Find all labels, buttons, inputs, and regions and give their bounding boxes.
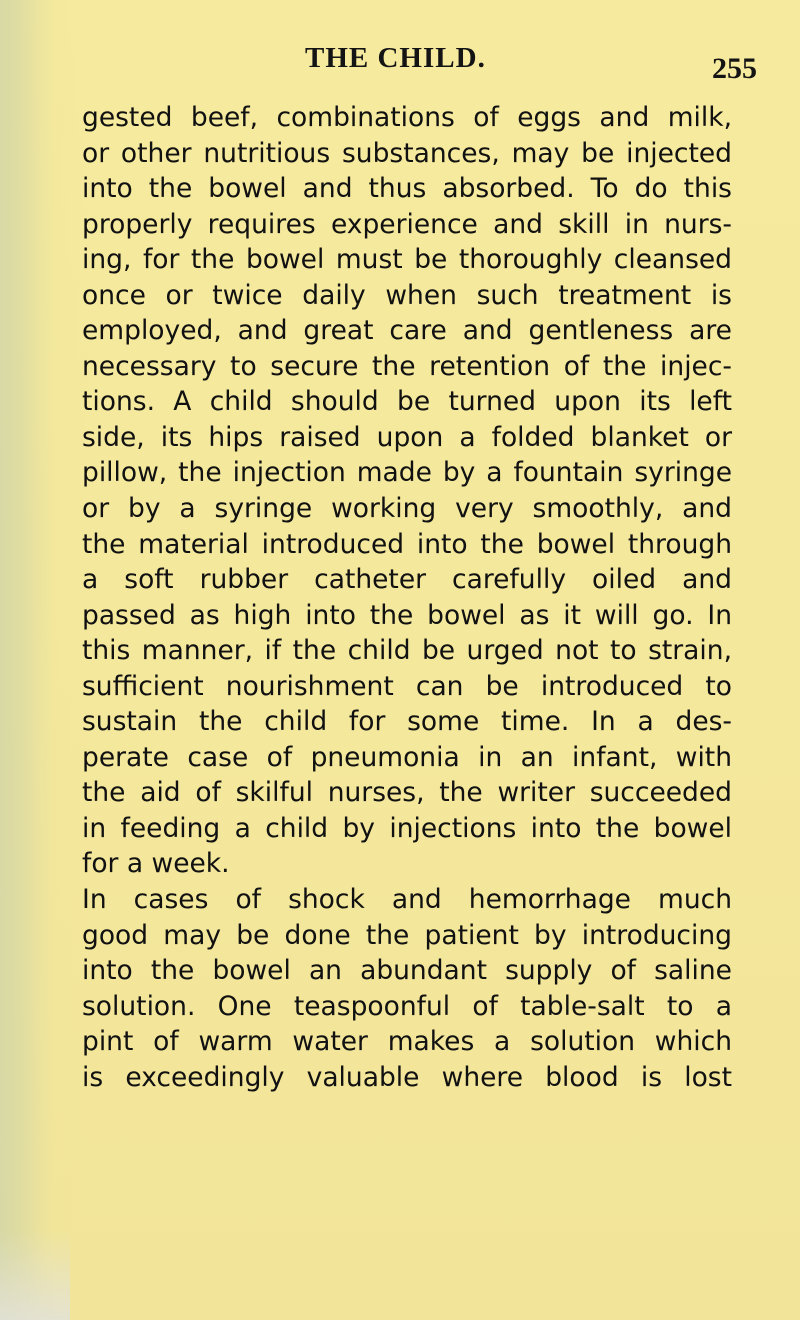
text-line: necessary to secure the retention of the injec- bbox=[82, 350, 732, 382]
text-line: the material introduced into the bowel through bbox=[82, 528, 732, 560]
text-line: good may be done the patient by introducing bbox=[82, 919, 732, 951]
text-line: In cases of shock and hemorrhage much bbox=[82, 884, 732, 916]
text-line: gested beef, combinations of eggs and milk, bbox=[82, 102, 732, 133]
running-head bbox=[0, 34, 800, 85]
running-title: THE CHILD. bbox=[305, 42, 486, 74]
text-line: the aid of skilful nurses, the writer succeeded bbox=[82, 777, 732, 809]
text-line: sufficient nourishment can be introduced to bbox=[82, 670, 732, 702]
text-line: passed as high into the bowel as it will go. In bbox=[82, 599, 732, 631]
text-line: pint of warm water makes a solution which bbox=[82, 1026, 732, 1058]
text-line: in feeding a child by injections into the bowel bbox=[82, 812, 732, 844]
text-line: a soft rubber catheter carefully oiled and bbox=[82, 564, 732, 596]
page-number: 255 bbox=[712, 52, 757, 85]
text-line: for a week. bbox=[82, 848, 230, 880]
text-line: pillow, the injection made by a fountain syringe bbox=[82, 457, 732, 489]
text-line: tions. A child should be turned upon its left bbox=[82, 386, 732, 418]
text-line: side, its hips raised upon a folded blanket or bbox=[82, 421, 732, 453]
text-line: or by a syringe working very smoothly, and bbox=[82, 493, 732, 525]
body-text bbox=[82, 100, 732, 1095]
text-line: employed, and great care and gentleness are bbox=[82, 315, 732, 347]
text-line: or other nutritious substances, may be injected bbox=[82, 137, 732, 169]
text-line: is exceedingly valuable where blood is lost bbox=[82, 1061, 732, 1093]
text-line: perate case of pneumonia in an infant, with bbox=[82, 741, 732, 773]
text-line: solution. One teaspoonful of table-salt to a bbox=[82, 990, 732, 1022]
text-line: sustain the child for some time. In a des- bbox=[82, 706, 732, 738]
text-line: this manner, if the child be urged not to strain, bbox=[82, 635, 732, 667]
text-line: into the bowel an abundant supply of saline bbox=[82, 955, 732, 987]
text-line: ing, for the bowel must be thoroughly cleansed bbox=[82, 244, 732, 276]
text-line: properly requires experience and skill in nurs- bbox=[82, 208, 732, 240]
text-line: once or twice daily when such treatment is bbox=[82, 279, 732, 311]
text-line: into the bowel and thus absorbed. To do this bbox=[82, 173, 732, 205]
